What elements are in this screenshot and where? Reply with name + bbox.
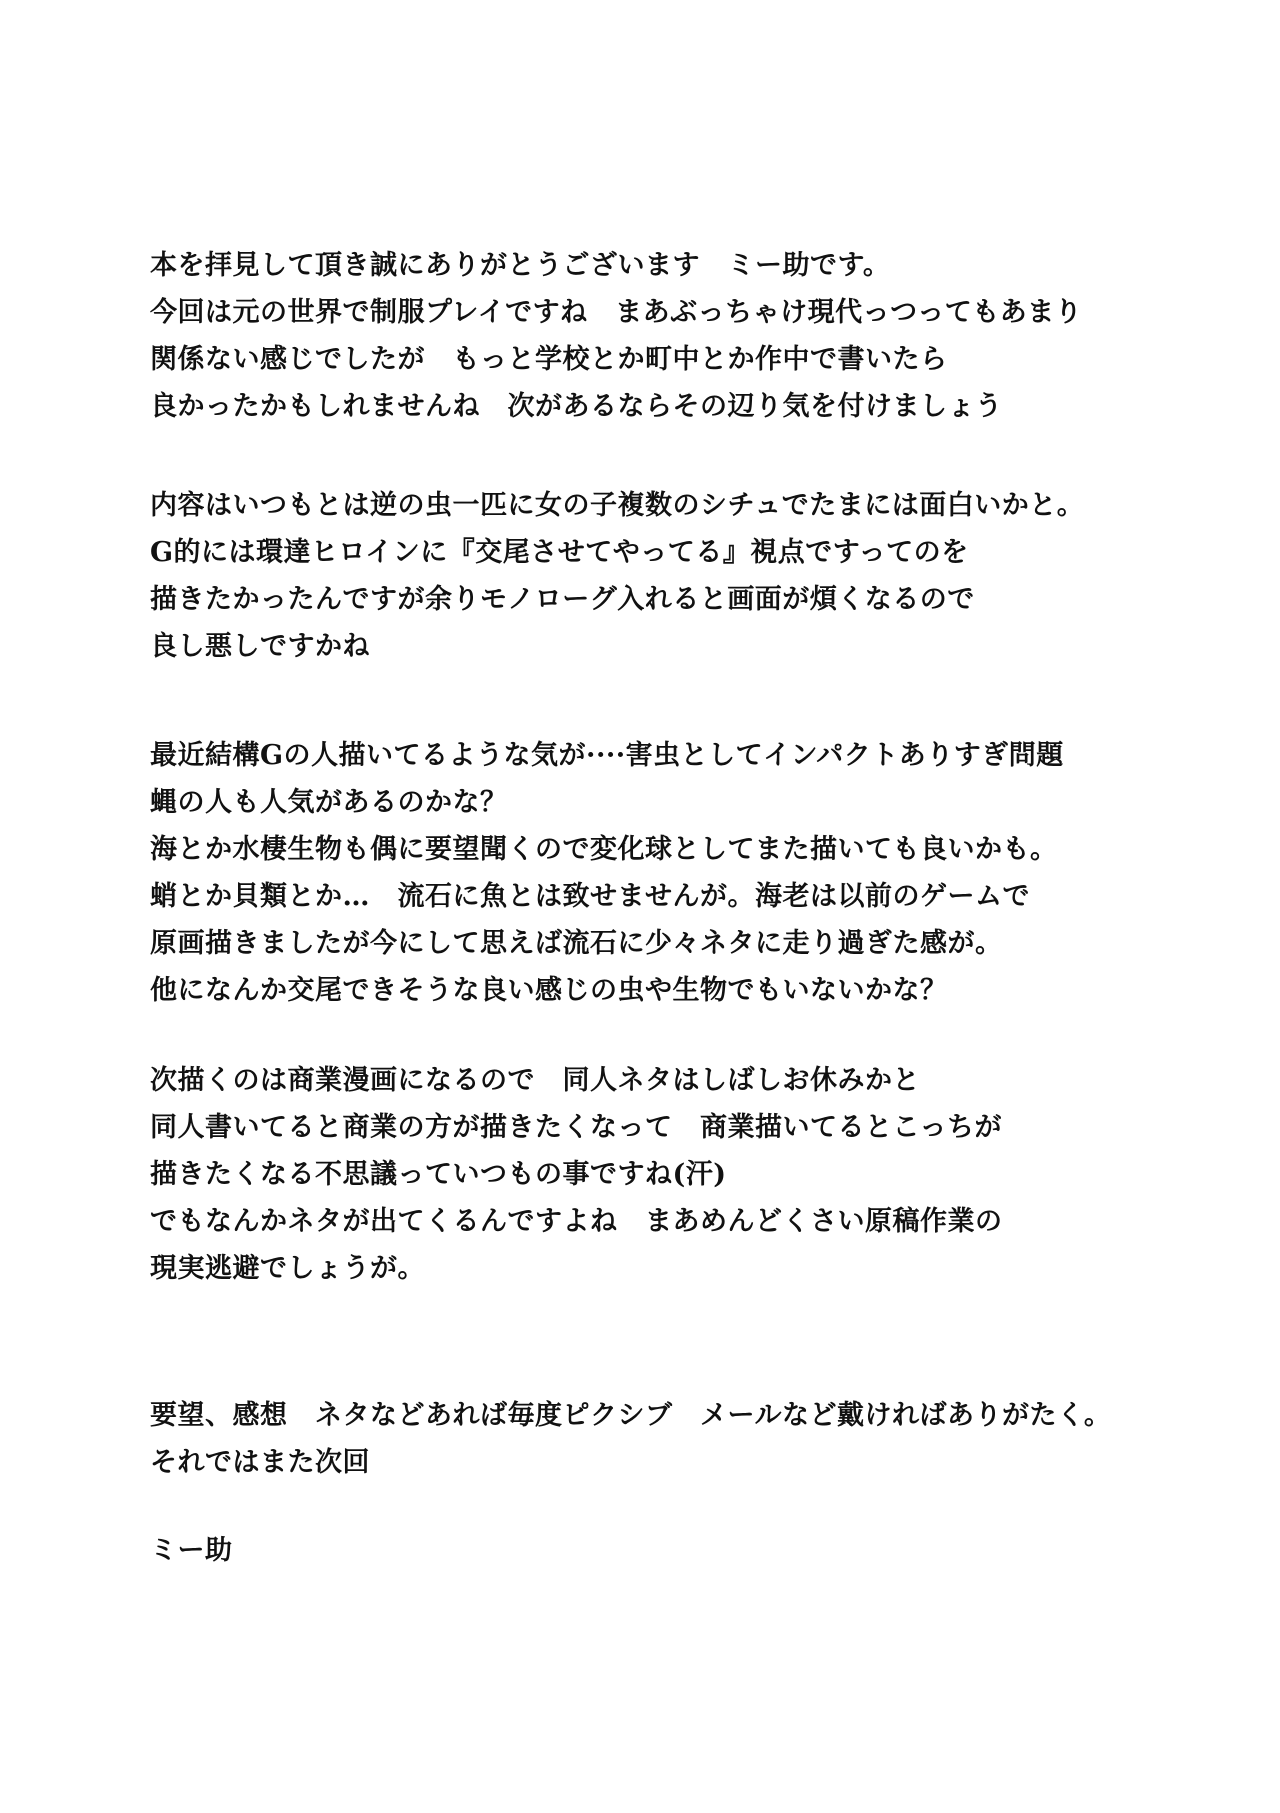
text-content [150, 242, 1140, 1574]
text-line: それではまた次回 [150, 1447, 370, 1478]
paragraph-greeting [150, 242, 1140, 430]
text-line: 今回は元の世界で制服プレイですね まあぶっちゃけ現代っつってもあまり [150, 297, 1083, 328]
text-line: 蛸とか貝類とか… 流石に魚とは致せませんが。海老は以前のゲームで [150, 881, 1030, 912]
text-line: 関係ない感じでしたが もっと学校とか町中とか作中で書いたら [150, 344, 948, 375]
signature-block [150, 1527, 1140, 1574]
paragraph-musings [150, 732, 1140, 1014]
text-line: 本を拝見して頂き誠にありがとうございます ミー助です。 [150, 250, 891, 281]
text-line: でもなんかネタが出てくるんですよね まあめんどくさい原稿作業の [150, 1206, 1003, 1237]
paragraph-future-plans [150, 1057, 1140, 1292]
text-line: 蝿の人も人気があるのかな？ [150, 787, 508, 818]
text-line: 同人書いてると商業の方が描きたくなって 商業描いてるとこっちが [150, 1112, 1002, 1143]
text-line: 最近結構Gの人描いてるような気が····害虫としてインパクトありすぎ問題 [150, 740, 1064, 771]
text-line: 他になんか交尾できそうな良い感じの虫や生物でもいないかな？ [150, 975, 948, 1006]
text-line: 描きたかったんですが余りモノローグ入れると画面が煩くなるので [150, 584, 975, 615]
text-line: 要望、感想 ネタなどあれば毎度ピクシブ メールなど戴ければありがたく。 [150, 1400, 1112, 1431]
text-line: G的には環達ヒロインに『交尾させてやってる』視点ですってのを [150, 537, 969, 568]
text-line: 内容はいつもとは逆の虫一匹に女の子複数のシチュでたまには面白いかと。 [150, 490, 1085, 521]
text-line: 次描くのは商業漫画になるので 同人ネタはしばしお休みかと [150, 1065, 920, 1096]
text-line: 現実逃避でしょうが。 [150, 1253, 425, 1284]
paragraph-content-notes [150, 482, 1140, 670]
text-line: 原画描きましたが今にして思えば流石に少々ネタに走り過ぎた感が。 [150, 928, 1003, 959]
author-signature: ミー助 [150, 1535, 233, 1566]
text-line: 描きたくなる不思議っていつもの事ですね(汗) [150, 1159, 727, 1190]
paragraph-closing [150, 1392, 1140, 1486]
text-line: 海とか水棲生物も偶に要望聞くので変化球としてまた描いても良いかも。 [150, 834, 1058, 865]
text-line: 良し悪しですかね [150, 631, 370, 662]
text-line: 良かったかもしれませんね 次があるならその辺り気を付けましょう [150, 391, 1003, 422]
